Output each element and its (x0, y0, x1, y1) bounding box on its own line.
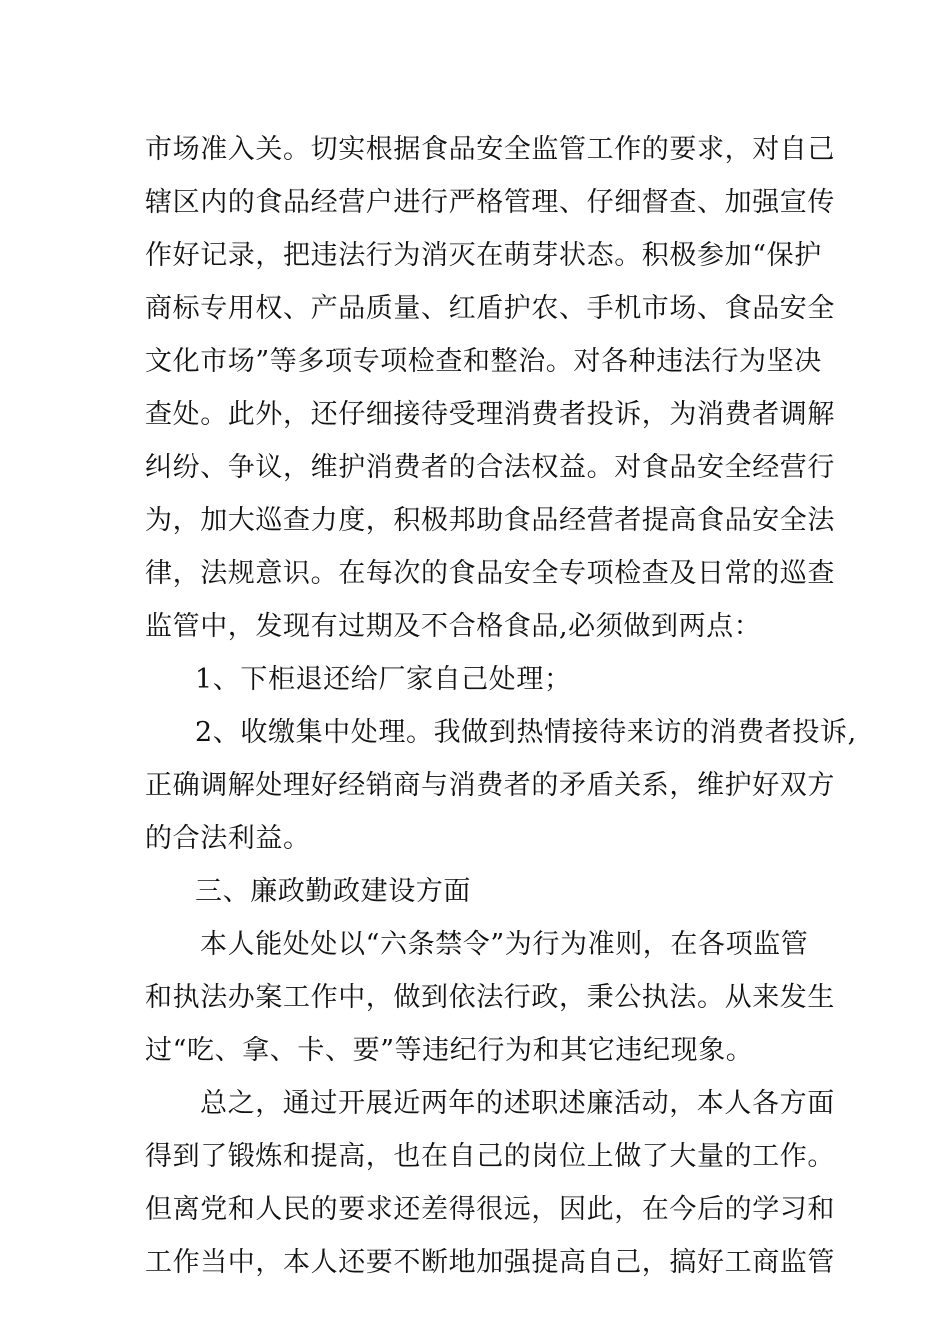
body-text-line: 查处。此外，还仔细接待受理消费者投诉，为消费者调解 (145, 399, 835, 430)
list-item-1: 1、下柜退还给厂家自己处理； (195, 664, 572, 695)
body-text-line: 律，法规意识。在每次的食品安全专项检查及日常的巡查 (145, 558, 835, 589)
body-text-line: 为，加大巡查力度，积极邦助食品经营者提高食品安全法 (145, 505, 835, 536)
body-text-line: 辖区内的食品经营户进行严格管理、仔细督查、加强宣传 (145, 187, 835, 218)
body-text-line: 市场准入关。切实根据食品安全监管工作的要求，对自己 (145, 134, 835, 165)
body-text-line: 文化市场”等多项专项检查和整治。对各种违法行为坚决 (145, 346, 822, 377)
section-heading: 三、廉政勤政建设方面 (195, 876, 471, 907)
body-text-line: 的合法利益。 (145, 823, 311, 854)
body-text-line: 得到了锻炼和提高，也在自己的岗位上做了大量的工作。 (145, 1141, 835, 1172)
body-text-line: 正确调解处理好经销商与消费者的矛盾关系，维护好双方 (145, 770, 835, 801)
body-text-line: 和执法办案工作中，做到依法行政，秉公执法。从来发生 (145, 982, 835, 1013)
body-text-line: 商标专用权、产品质量、红盾护农、手机市场、食品安全 (145, 293, 835, 324)
body-text-line: 工作当中，本人还要不断地加强提高自己，搞好工商监管 (145, 1247, 835, 1278)
body-text-line: 监管中，发现有过期及不合格食品,必须做到两点： (145, 611, 762, 642)
body-text-line: 作好记录，把违法行为消灭在萌芽状态。积极参加“保护 (145, 240, 822, 271)
body-text-line: 纠纷、争议，维护消费者的合法权益。对食品安全经营行 (145, 452, 835, 483)
paragraph-start-line: 本人能处处以“六条禁令”为行为准则，在各项监管 (200, 929, 809, 960)
body-text-line: 但离党和人民的要求还差得很远，因此，在今后的学习和 (145, 1194, 835, 1225)
list-item-2: 2、收缴集中处理。我做到热情接待来访的消费者投诉, (195, 717, 857, 748)
body-text-line: 过“吃、拿、卡、要”等违纪行为和其它违纪现象。 (145, 1035, 754, 1066)
paragraph-start-line: 总之，通过开展近两年的述职述廉活动，本人各方面 (200, 1088, 835, 1119)
